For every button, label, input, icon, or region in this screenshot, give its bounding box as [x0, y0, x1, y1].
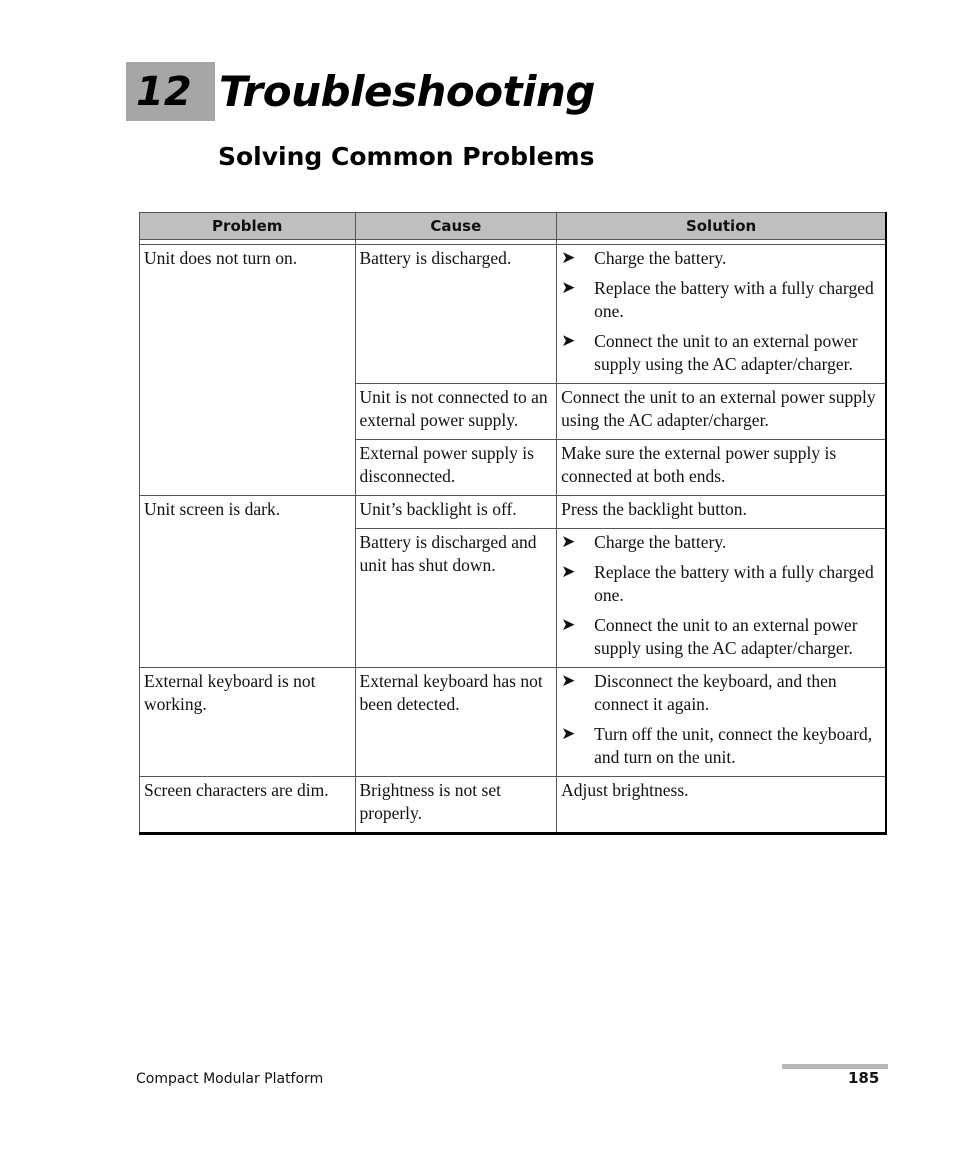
cause-cell: Unit’s backlight is off. [355, 496, 557, 529]
table-row [140, 245, 887, 384]
table-row [140, 668, 887, 777]
list-item [561, 330, 881, 376]
arrow-bullet-icon: ➤ [561, 562, 576, 582]
problem-cell: Unit screen is dark. [140, 496, 356, 668]
list-item [561, 670, 881, 716]
step-text: Connect the unit to an external power supply using the AC adapter/charger. [594, 615, 858, 658]
step-text: Charge the battery. [594, 532, 727, 552]
arrow-bullet-icon: ➤ [561, 278, 576, 298]
step-text: Replace the battery with a fully charged one. [594, 562, 874, 605]
solution-cell: Adjust brightness. [557, 777, 886, 834]
arrow-bullet-icon: ➤ [561, 248, 576, 268]
step-text: Disconnect the keyboard, and then connect it again. [594, 671, 837, 714]
cause-cell: External keyboard has not been detected. [355, 668, 557, 777]
solution-cell [557, 529, 886, 668]
solution-cell [557, 245, 886, 384]
table-row [140, 496, 887, 529]
footer-product-name: Compact Modular Platform [136, 1071, 324, 1087]
step-text: Charge the battery. [594, 248, 727, 268]
step-text: Replace the battery with a fully charged one. [594, 278, 874, 321]
troubleshooting-table [139, 212, 887, 835]
step-text: Turn off the unit, connect the keyboard, and turn on the unit. [594, 724, 873, 767]
table-header-row [140, 213, 887, 240]
problem-cell: Screen characters are dim. [140, 777, 356, 834]
cause-cell: Brightness is not set properly. [355, 777, 557, 834]
arrow-bullet-icon: ➤ [561, 331, 576, 351]
cause-cell: External power supply is disconnected. [355, 440, 557, 496]
footer-page-number: 185 [848, 1069, 880, 1087]
list-item [561, 561, 881, 607]
table-row [140, 777, 887, 834]
step-text: Connect the unit to an external power supply using the AC adapter/charger. [594, 331, 858, 374]
solution-steps-list [561, 531, 881, 660]
list-item [561, 723, 881, 769]
chapter-number: 12 [126, 62, 215, 121]
solution-steps-list [561, 670, 881, 769]
list-item [561, 277, 881, 323]
header-problem: Problem [140, 213, 356, 240]
solution-cell: Press the backlight button. [557, 496, 886, 529]
arrow-bullet-icon: ➤ [561, 724, 576, 744]
chapter-heading [126, 62, 595, 121]
chapter-title: Troubleshooting [219, 67, 595, 116]
arrow-bullet-icon: ➤ [561, 532, 576, 552]
table-body [140, 240, 887, 834]
solution-steps-list [561, 247, 881, 376]
header-cause: Cause [355, 213, 557, 240]
section-title: Solving Common Problems [218, 142, 595, 171]
problem-cell: Unit does not turn on. [140, 245, 356, 496]
cause-cell: Unit is not connected to an external power supply. [355, 384, 557, 440]
list-item [561, 614, 881, 660]
arrow-bullet-icon: ➤ [561, 671, 576, 691]
cause-cell: Battery is discharged. [355, 245, 557, 384]
solution-cell: Make sure the external power supply is connected at both ends. [557, 440, 886, 496]
solution-cell: Connect the unit to an external power supply using the AC adapter/charger. [557, 384, 886, 440]
list-item [561, 531, 881, 554]
solution-cell [557, 668, 886, 777]
arrow-bullet-icon: ➤ [561, 615, 576, 635]
header-solution: Solution [557, 213, 886, 240]
problem-cell: External keyboard is not working. [140, 668, 356, 777]
list-item [561, 247, 881, 270]
cause-cell: Battery is discharged and unit has shut down. [355, 529, 557, 668]
